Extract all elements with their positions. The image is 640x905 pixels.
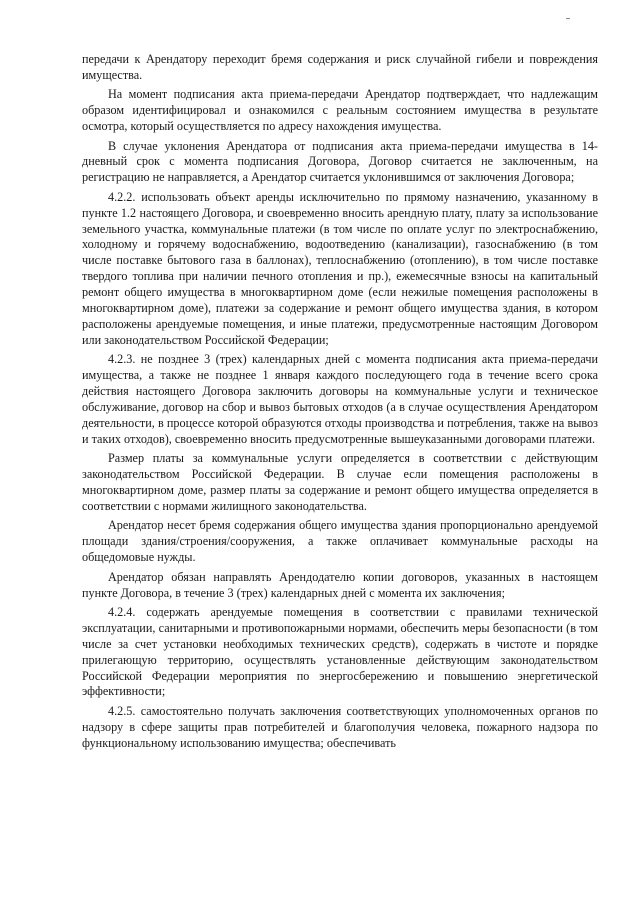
paragraph-6: Размер платы за коммунальные услуги определяется в соответствии с действующим законодательством Российской Федерации. В случае если помещения расположены в многоквартирном доме, размер платы за содержание и ремонт общего имущества определяется в соответствии с нормами жилищного законодательства. [82,451,598,513]
paragraph-4-2-5: 4.2.5. самостоятельно получать заключения соответствующих уполномоченных органов по надзору в сфере защиты прав потребителей и благополучия человека, пожарного надзора по функциональному использованию имущества; обеспечивать [82,703,598,750]
paragraph-4-2-4: 4.2.4. содержать арендуемые помещения в соответствии с правилами технической эксплуатации, санитарными и противопожарными нормами, обеспечить меры безопасности (в том числе за счет установки необходимых технических средств), содержать в чистоте и порядке прилегающую территорию, осуществлять установленные действующим законодательством Российской Федерации мероприятия по энергосбережению и повышению энергетической эффективности; [82,604,598,699]
paragraph-8: Арендатор обязан направлять Арендодателю копии договоров, указанных в настоящем пункте Договора, в течение 3 (трех) календарных дней с момента их заключения; [82,569,598,600]
paragraph-4-2-3: 4.2.3. не позднее 3 (трех) календарных дней с момента подписания акта приема-передачи имущества, а также не позднее 1 января каждого последующего года в течение всего срока действия настоящего Договора заключить договоры на коммунальные услуги и техническое обслуживание, договор на сбор и вывоз бытовых отходов (а в случае осуществления Арендатором деятельности, в процессе которой образуются отходы производства и потребления, также на вывоз и таких отходов), своевременно вносить предусмотренные вышеуказанными договорами платежи. [82,352,598,446]
paragraph-3: В случае уклонения Арендатора от подписания акта приема-передачи имущества в 14-дневный срок с момента подписания Договора, Договор считается не заключенным, на регистрацию не направляется, а Арендатор считается уклонившимся от заключения Договора; [82,138,598,185]
paragraph-4-2-2: 4.2.2. использовать объект аренды исключительно по прямому назначению, указанному в пункте 1.2 настоящего Договора, и своевременно вносить арендную плату, плату за использование земельного участка, коммунальные платежи (в том числе по оплате услуг по электроснабжению, холодному и горячему водоснабжению, водоотведению (канализации), газоснабжению (в том числе поставке бытового газа в баллонах), теплоснабжению (отоплению), в том числе поставке твердого топлива при наличии печного отопления и пр.), ежемесячные взносы на капитальный ремонт общего имущества в многоквартирном доме (если нежилые помещения расположены в многоквартирном доме), платежи за содержание и ремонт общего имущества здания, в котором расположены арендуемые помещения, и иные платежи, предусмотренные настоящим Договором или законодательством Российской Федерации; [82,189,598,347]
scan-mark [566,18,570,19]
document-page [82,52,598,755]
paragraph-1: передачи к Арендатору переходит бремя содержания и риск случайной гибели и повреждения имущества. [82,52,598,82]
paragraph-7: Арендатор несет бремя содержания общего имущества здания пропорционально арендуемой площади здания/строения/сооружения, а также оплачивает коммунальные расходы на общедомовые нужды. [82,518,598,565]
paragraph-2: На момент подписания акта приема-передачи Арендатор подтверждает, что надлежащим образом идентифицировал и ознакомился с реальным состоянием имущества в результате осмотра, который осуществляется по адресу нахождения имущества. [82,87,598,134]
